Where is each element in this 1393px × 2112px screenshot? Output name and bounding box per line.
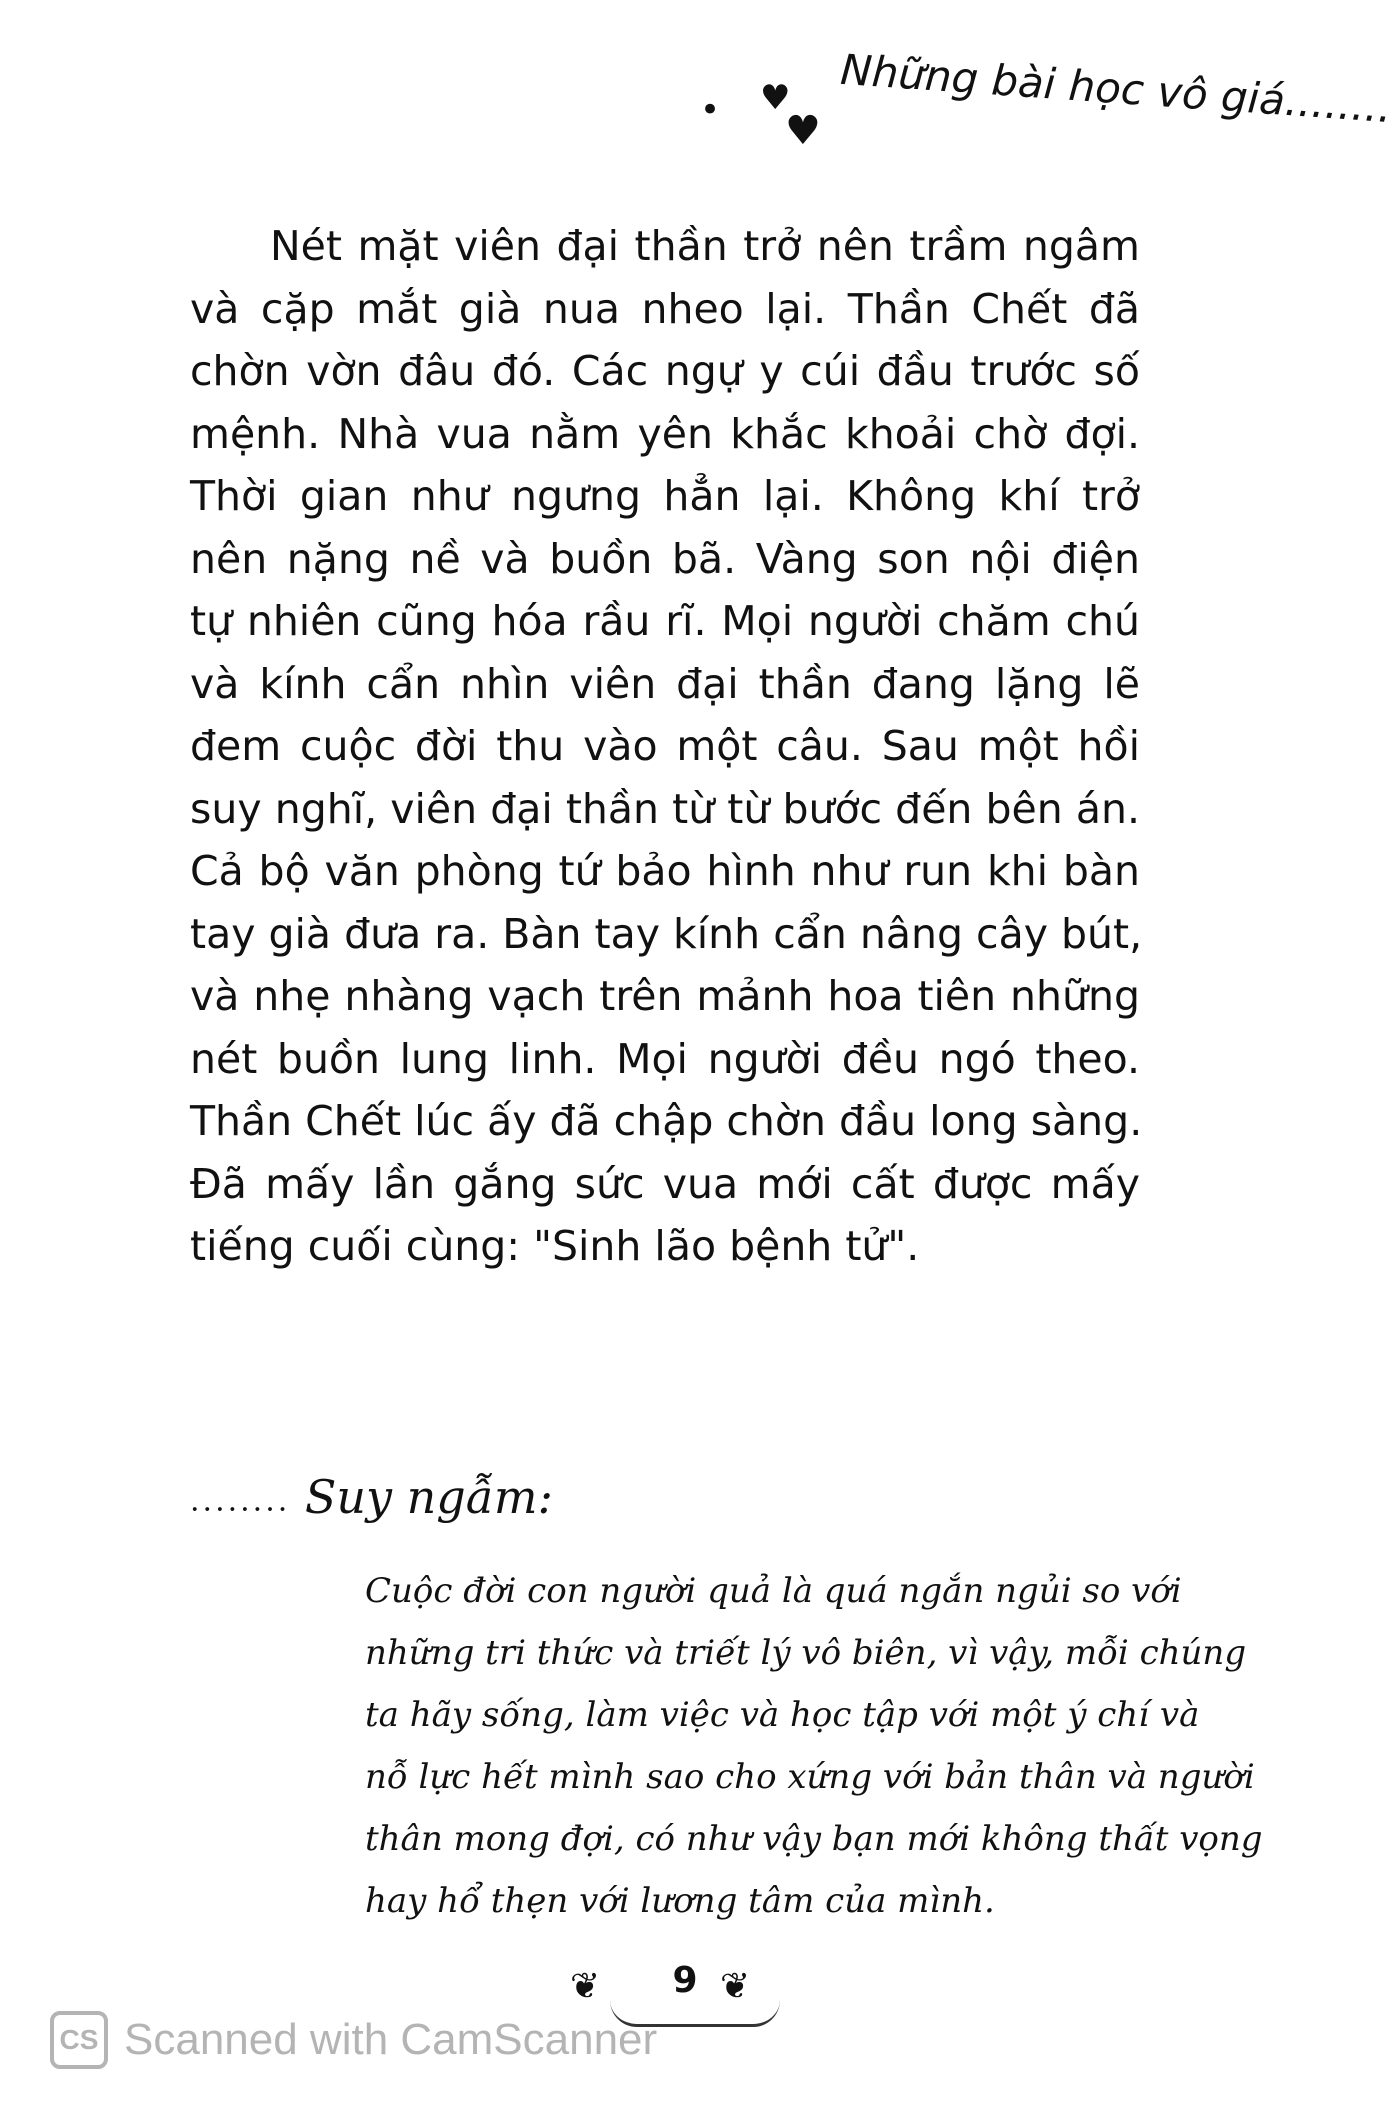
scanner-watermark bbox=[50, 2005, 657, 2075]
reflection-line: hay hổ thẹn với lương tâm của mình. bbox=[365, 1881, 995, 1921]
text-line: nên nặng nề và buồn bã. Vàng son nội điện bbox=[190, 534, 1140, 583]
text-line: Đã mấy lần gắng sức vua mới cất được mấy bbox=[190, 1159, 1140, 1208]
camscanner-logo-icon: CS bbox=[50, 2011, 108, 2069]
reflection-line: ta hãy sống, làm việc và học tập với một ý chí và bbox=[365, 1695, 1200, 1735]
reflection-line: thân mong đợi, có như vậy bạn mới không thất vọng bbox=[365, 1819, 1263, 1859]
main-paragraph bbox=[190, 215, 1143, 1278]
text-line: nét buồn lung linh. Mọi người đều ngó theo. bbox=[190, 1034, 1140, 1083]
text-line: tiếng cuối cùng: "Sinh lão bệnh tử". bbox=[190, 1222, 920, 1270]
text-line: Nét mặt viên đại thần trở nên trầm ngâm bbox=[270, 222, 1140, 270]
reflection-heading bbox=[190, 1470, 553, 1524]
text-line: Cả bộ văn phòng tứ bảo hình như run khi bàn bbox=[190, 847, 1140, 895]
reflection-line: những tri thức và triết lý vô biên, vì vậy, mỗi chúng bbox=[365, 1633, 1247, 1673]
flower-ornament-icon: ❦ bbox=[720, 1966, 751, 2007]
text-line: đem cuộc đời thu vào một câu. Sau một hồi bbox=[190, 722, 1140, 770]
header-title: Những bài học vô giá........ bbox=[838, 44, 1393, 133]
text-line: tự nhiên cũng hóa rầu rĩ. Mọi người chăm chú bbox=[190, 597, 1140, 645]
reflection-paragraph bbox=[365, 1560, 1263, 1932]
running-header bbox=[700, 44, 1393, 154]
text-line: Thời gian như ngưng hẳn lại. Không khí trở bbox=[190, 472, 1140, 520]
reflection-line: Cuộc đời con người quả là quá ngắn ngủi so với bbox=[365, 1571, 1182, 1611]
text-line: chờn vờn đâu đó. Các ngự y cúi đầu trước số bbox=[190, 347, 1140, 395]
watermark-text: Scanned with CamScanner bbox=[124, 2015, 658, 2064]
dot-leader: ........ bbox=[190, 1483, 291, 1519]
text-line: tay già đưa ra. Bàn tay kính cẩn nâng cây bút, bbox=[190, 909, 1143, 958]
text-line: Thần Chết lúc ấy đã chập chờn đầu long sàng. bbox=[190, 1097, 1143, 1145]
heart-icon: ♥ bbox=[760, 78, 791, 118]
text-line: và nhẹ nhàng vạch trên mảnh hoa tiên những bbox=[190, 972, 1140, 1020]
heart-icon: ♥ bbox=[785, 108, 821, 154]
bullet-dot: • bbox=[700, 90, 721, 130]
text-line: và kính cẩn nhìn viên đại thần đang lặng lẽ bbox=[190, 659, 1140, 708]
page-number: 9 bbox=[672, 1960, 698, 2001]
flower-ornament-icon: ❦ bbox=[570, 1966, 601, 2007]
text-line: suy nghĩ, viên đại thần từ từ bước đến bên án. bbox=[190, 784, 1140, 833]
reflection-line: nỗ lực hết mình sao cho xứng với bản thân và người bbox=[365, 1757, 1255, 1797]
text-line: mệnh. Nhà vua nằm yên khắc khoải chờ đợi. bbox=[190, 409, 1140, 458]
reflection-title: Suy ngẫm: bbox=[304, 1470, 554, 1524]
text-line: và cặp mắt già nua nheo lại. Thần Chết đã bbox=[190, 284, 1140, 333]
